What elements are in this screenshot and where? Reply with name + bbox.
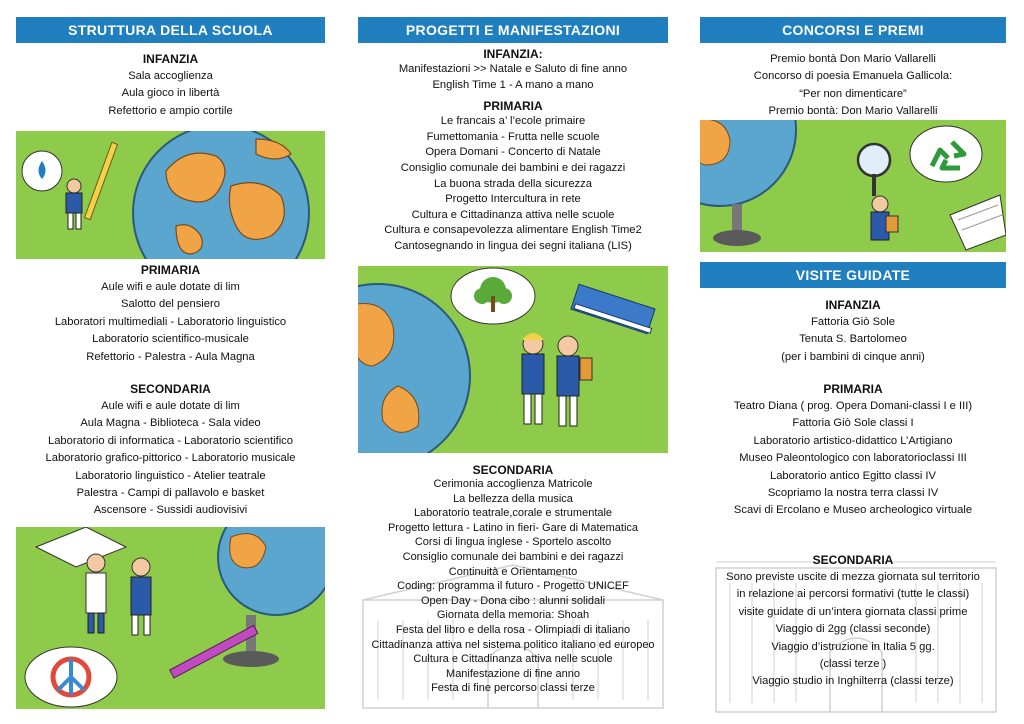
list-item: Consiglio comunale dei bambini e dei ragazzi	[400, 161, 626, 174]
list-item: Aule wifi e aule dotate di lim	[101, 400, 240, 412]
header-progetti: PROGETTI E MANIFESTAZIONI	[358, 17, 668, 43]
list-item: Ascensore - Sussidi audiovisivi	[93, 504, 248, 517]
list-item: Laboratorio di informatica - Laboratorio scientifico	[47, 434, 293, 447]
section-title: SECONDARIA	[812, 553, 894, 567]
list-item: Viaggio di 2gg (classi seconde)	[775, 623, 931, 636]
list-item: Viaggio d’istruzione in Italia 5 gg.	[771, 640, 935, 653]
list-item: Progetto lettura - Latino in fieri- Gare di Matematica	[387, 521, 639, 534]
list-item: Cultura e consapevolezza alimentare English Time2	[384, 224, 642, 237]
header-visite: VISITE GUIDATE	[700, 262, 1006, 288]
list-item: Refettorio e ampio cortile	[108, 104, 233, 117]
list-item: Coding: programma il futuro - Progetto UNICEF	[397, 580, 629, 593]
list-item: Cultura e Cittadinanza attiva nelle scuole	[411, 208, 615, 221]
list-item: Cultura e Cittadinanza attiva nelle scuole	[413, 653, 613, 666]
list-item: Scavi di Ercolano e Museo archeologico virtuale	[733, 504, 973, 517]
header-struttura: STRUTTURA DELLA SCUOLA	[16, 17, 325, 43]
list-item: “Per non dimenticare”	[799, 87, 907, 100]
list-item: Laboratorio teatrale,corale e strumentale	[413, 507, 613, 520]
section-secondaria-visite	[700, 552, 1006, 691]
list-item: Cerimonia accoglienza Matricole	[433, 478, 593, 490]
list-item: Sala accoglienza	[128, 70, 213, 82]
list-item: Palestra - Campi di pallavolo e basket	[76, 487, 265, 500]
list-item: Festa di fine percorso classi terze	[431, 682, 595, 695]
list-item: Cittadinanza attiva nel sistema politico italiano ed europeo	[371, 638, 655, 651]
list-item: Laboratori multimediali - Laboratorio linguistico	[54, 315, 287, 328]
illustration-kids-globe	[16, 527, 325, 709]
section-title: INFANZIA:	[483, 47, 543, 61]
list-item: visite guidate di un’intera giornata classi prime	[738, 605, 968, 618]
list-item: Tenuta S. Bartolomeo	[799, 333, 907, 346]
section-primaria-progetti	[358, 99, 668, 254]
list-item: Laboratorio artistico-didattico L’Artigiano	[753, 434, 953, 447]
section-title: INFANZIA	[825, 298, 881, 312]
list-item: Le francais a’ l’ecole primaire	[440, 115, 586, 128]
list-item: Aula gioco in libertà	[121, 87, 220, 100]
list-item: Laboratorio grafico-pittorico - Laboratorio musicale	[45, 452, 296, 465]
list-item: Salotto del pensiero	[121, 298, 220, 311]
section-infanzia-struttura	[16, 51, 325, 120]
section-title: PRIMARIA	[483, 99, 543, 114]
list-item: Sono previste uscite di mezza giornata sul territorio	[726, 571, 980, 583]
section-secondaria-struttura	[16, 381, 325, 520]
section-title: SECONDARIA	[472, 463, 554, 477]
column-concorsi-visite	[700, 0, 1006, 724]
list-item: Cantosegnando in lingua dei segni italiana (LIS)	[394, 239, 632, 252]
list-item: Fattoria Giò Sole classi I	[792, 417, 914, 430]
list-item: Laboratorio linguistico - Atelier teatrale	[75, 469, 266, 482]
list-item: (per i bambini di cinque anni)	[781, 350, 925, 363]
list-item: Opera Domani - Concerto di Natale	[425, 146, 601, 159]
list-item: Corsi di lingua inglese - Sportelo ascolto	[414, 536, 612, 549]
list-item: in relazione ai percorsi formativi (tutte le classi)	[736, 588, 970, 601]
list-item: Laboratorio scientifico-musicale	[92, 333, 249, 346]
list-item: Viaggio studio in Inghilterra (classi terze)	[752, 675, 954, 688]
list-item: Scopriamo la nostra terra classi IV	[767, 487, 939, 500]
list-item: Continuità e Orientamento	[448, 565, 578, 578]
header-concorsi: CONCORSI E PREMI	[700, 17, 1006, 43]
list-item: Museo Paleontologico con laboratorioclassi III	[739, 452, 967, 465]
list-item: Progetto Intercultura in rete	[445, 193, 581, 206]
list-item: Aule wifi e aule dotate di lim	[101, 281, 240, 293]
list-item: Premio bontà: Don Mario Vallarelli	[768, 105, 938, 118]
list-item: Concorso di poesia Emanuela Gallicola:	[753, 70, 953, 83]
list-item: Fattoria Giò Sole	[811, 316, 895, 328]
list-item: Manifestazioni >> Natale e Saluto di fine anno	[398, 63, 628, 75]
list-item: Aula Magna - Biblioteca - Sala video	[80, 417, 261, 430]
list-item: Laboratorio antico Egitto classi IV	[769, 469, 937, 482]
list-item: Fumettomania - Frutta nelle scuole	[426, 130, 600, 143]
column-progetti	[358, 0, 668, 724]
illustration-kids-tree	[358, 266, 668, 453]
list-item: Premio bontà Don Mario Vallarelli	[770, 53, 936, 65]
section-primaria-visite	[700, 381, 1006, 520]
illustration-magnifier-recycle	[700, 120, 1006, 252]
section-title: PRIMARIA	[140, 263, 201, 277]
list-item: Manifestazione di fine anno	[446, 667, 580, 680]
column-struttura	[16, 0, 325, 724]
list-item: Festa del libro e della rosa - Olimpiadi di italiano	[395, 623, 631, 636]
list-item: La bellezza della musica	[453, 492, 573, 505]
list-item: La buona strada della sicurezza	[434, 177, 592, 190]
illustration-globe-boy	[16, 131, 325, 259]
list-item: Consiglio comunale dei bambini e dei ragazzi	[402, 550, 624, 563]
list-item: Refettorio - Palestra - Aula Magna	[86, 350, 255, 363]
section-primaria-struttura	[16, 262, 325, 366]
list-item: English Time 1 - A mano a mano	[432, 78, 594, 91]
section-infanzia-visite	[700, 297, 1006, 366]
section-secondaria-progetti	[358, 463, 668, 696]
section-infanzia-progetti	[358, 47, 668, 93]
section-title: SECONDARIA	[130, 382, 211, 396]
section-concorsi	[700, 51, 1006, 121]
list-item: Giornata della memoria: Shoah	[436, 609, 590, 622]
list-item: (classi terze )	[819, 658, 887, 671]
list-item: Open Day - Dona cibo : alunni solidali	[420, 594, 606, 607]
section-title: INFANZIA	[142, 52, 199, 66]
list-item: Teatro Diana ( prog. Opera Domani-classi I e III)	[733, 400, 973, 412]
section-title: PRIMARIA	[823, 382, 883, 396]
